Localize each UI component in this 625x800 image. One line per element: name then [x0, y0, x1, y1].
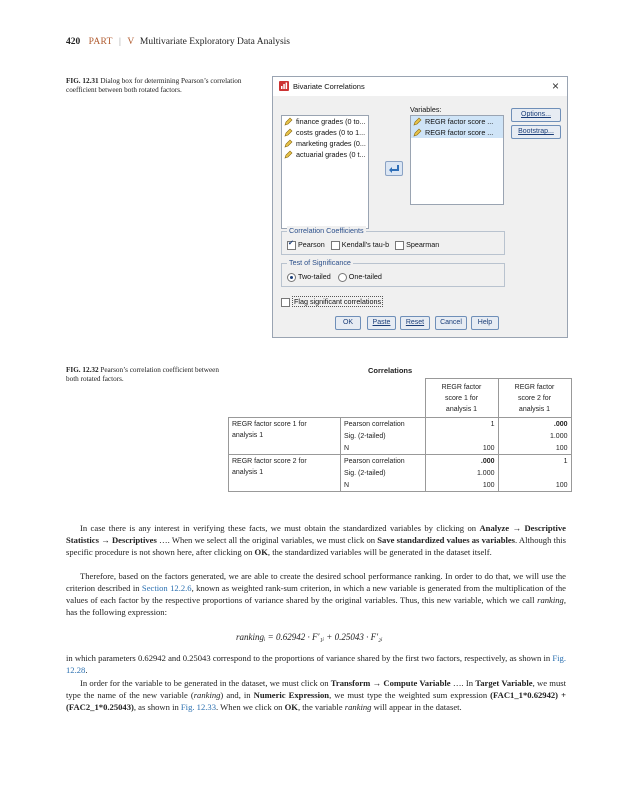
group-label: Correlation Coefficients	[289, 226, 364, 235]
help-button[interactable]: Help	[471, 316, 499, 330]
section-link[interactable]: Section 12.2.6	[141, 583, 192, 593]
figure-link[interactable]: Fig. 12.33	[180, 702, 217, 712]
reset-button[interactable]: Reset	[400, 316, 430, 330]
scale-variable-icon	[413, 128, 422, 137]
scale-variable-icon	[413, 117, 422, 126]
list-item[interactable]: finance grades (0 to...	[282, 116, 368, 127]
paragraph: In case there is any interest in verifying these facts, we must obtain the standardized variables by clicking on Analyze → Descriptive Statistics → Descriptives …. When we select all the original variables, we must click on Save standardized values as variables. Although this specific procedure is not shown here, after clicking on OK, the standardized variables will be generated in the dataset itself.	[66, 523, 567, 557]
dialog-titlebar	[273, 77, 567, 96]
cancel-button[interactable]: Cancel	[435, 316, 467, 330]
corner-cell	[229, 379, 426, 418]
target-variable-list[interactable]	[410, 115, 504, 205]
part-label: PART	[88, 37, 113, 47]
ranking-equation: rankingᵢ = 0.62942 · F′₁ᵢ + 0.25043 · F′₂ᵢ	[236, 632, 383, 642]
scale-variable-icon	[284, 150, 293, 159]
correlation-coefficients-group	[281, 226, 505, 255]
spearman-checkbox[interactable]: Spearman	[395, 240, 439, 249]
source-variable-list[interactable]	[281, 115, 369, 229]
spss-app-icon	[279, 81, 289, 91]
column-header: REGR factor score 2 for analysis 1	[498, 379, 571, 418]
correlations-title: Correlations	[368, 366, 413, 375]
scale-variable-icon	[284, 139, 293, 148]
table-row: REGR factor score 2 for analysis 1 Pearson correlation .000 1	[229, 455, 572, 468]
figure-caption-text: Pearson’s correlation coefficient between both rotated factors.	[66, 366, 219, 383]
two-tailed-radio[interactable]: Two-tailed	[287, 272, 331, 281]
paragraph: Therefore, based on the factors generated, we are able to create the desired school performance ranking. In order to do that, we will use the criterion described in Section 12.2.6, known as weighted rank-sum criterion, in which a new variable is generated from the multiplication of the values of each factor by the respective proportions of variance shared by the original variables. Thus, this new variable, which we call ranking, has the following expression:	[66, 571, 566, 617]
row-header: REGR factor score 2 for analysis 1	[229, 455, 341, 492]
flag-significant-checkbox[interactable]: Flag significant correlations	[281, 297, 383, 307]
row-header: REGR factor score 1 for analysis 1	[229, 418, 341, 455]
correlations-table	[228, 378, 572, 492]
checkbox-checked-icon	[287, 241, 296, 250]
table-row: N 100 100	[229, 479, 572, 492]
table-row: Sig. (2-tailed) 1.000	[229, 467, 572, 479]
dialog-title: Bivariate Correlations	[293, 82, 365, 91]
page-number: 420	[66, 37, 81, 47]
column-header: REGR factor score 1 for analysis 1	[425, 379, 498, 418]
kendall-checkbox[interactable]: Kendall's tau-b	[331, 240, 389, 249]
radio-icon	[338, 273, 347, 282]
bivariate-correlations-dialog	[272, 76, 568, 338]
bootstrap-button[interactable]: Bootstrap...	[511, 125, 561, 139]
pearson-checkbox[interactable]: ✔Pearson	[287, 240, 325, 249]
chapter-title: Multivariate Exploratory Data Analysis	[139, 37, 290, 47]
close-icon[interactable]: ×	[551, 79, 559, 93]
one-tailed-radio[interactable]: One-tailed	[338, 272, 382, 281]
paragraph: In order for the variable to be generated in the dataset, we must click on Transform → Compute Variable …. In Target Variable, we must type the name of the new variable (ranking) and, in Numeric Expression, we must type the weighted sum expression (FAC1_1*0.62942) + (FAC2_1*0.25043), as shown in Fig. 12.33. When we click on OK, the variable ranking will appear in the dataset.	[66, 678, 566, 712]
figure-label: FIG. 12.31	[66, 77, 99, 85]
running-header	[66, 37, 290, 47]
scale-variable-icon	[284, 128, 293, 137]
radio-selected-icon	[287, 273, 296, 282]
checkbox-icon	[395, 241, 404, 250]
scale-variable-icon	[284, 117, 293, 126]
test-of-significance-group	[281, 258, 505, 287]
arrow-left-icon	[386, 162, 402, 175]
list-item[interactable]: REGR factor score ...	[411, 116, 503, 127]
move-variable-button[interactable]	[385, 161, 403, 176]
table-row: N 100 100	[229, 442, 572, 455]
list-item[interactable]: actuarial grades (0 t...	[282, 149, 368, 160]
checkbox-icon	[331, 241, 340, 250]
options-button[interactable]: Options...	[511, 108, 561, 122]
variables-label: Variables:	[410, 105, 442, 114]
figure-link[interactable]: Fig. 12.28	[66, 653, 566, 675]
paste-button[interactable]: Paste	[367, 316, 396, 330]
table-row: Sig. (2-tailed) 1.000	[229, 430, 572, 442]
list-item[interactable]: costs grades (0 to 1...	[282, 127, 368, 138]
list-item[interactable]: REGR factor score ...	[411, 127, 503, 138]
part-number: V	[127, 37, 135, 47]
figure-caption-text: Dialog box for determining Pearson’s correlation coefficient between both rotated factors.	[66, 77, 242, 94]
figure-label: FIG. 12.32	[66, 366, 99, 374]
table-row: REGR factor score 1 for analysis 1 Pearson correlation 1 .000	[229, 418, 572, 431]
list-item[interactable]: marketing grades (0...	[282, 138, 368, 149]
paragraph: in which parameters 0.62942 and 0.25043 correspond to the proportions of variance shared by the first two factors, respectively, as shown in Fig. 12.28.	[66, 653, 566, 675]
header-separator: |	[119, 37, 121, 47]
group-label: Test of Significance	[289, 258, 351, 267]
checkbox-icon	[281, 298, 290, 307]
figure-caption-12-32	[66, 366, 226, 384]
ok-button[interactable]: OK	[335, 316, 361, 330]
figure-caption-12-31	[66, 77, 266, 95]
